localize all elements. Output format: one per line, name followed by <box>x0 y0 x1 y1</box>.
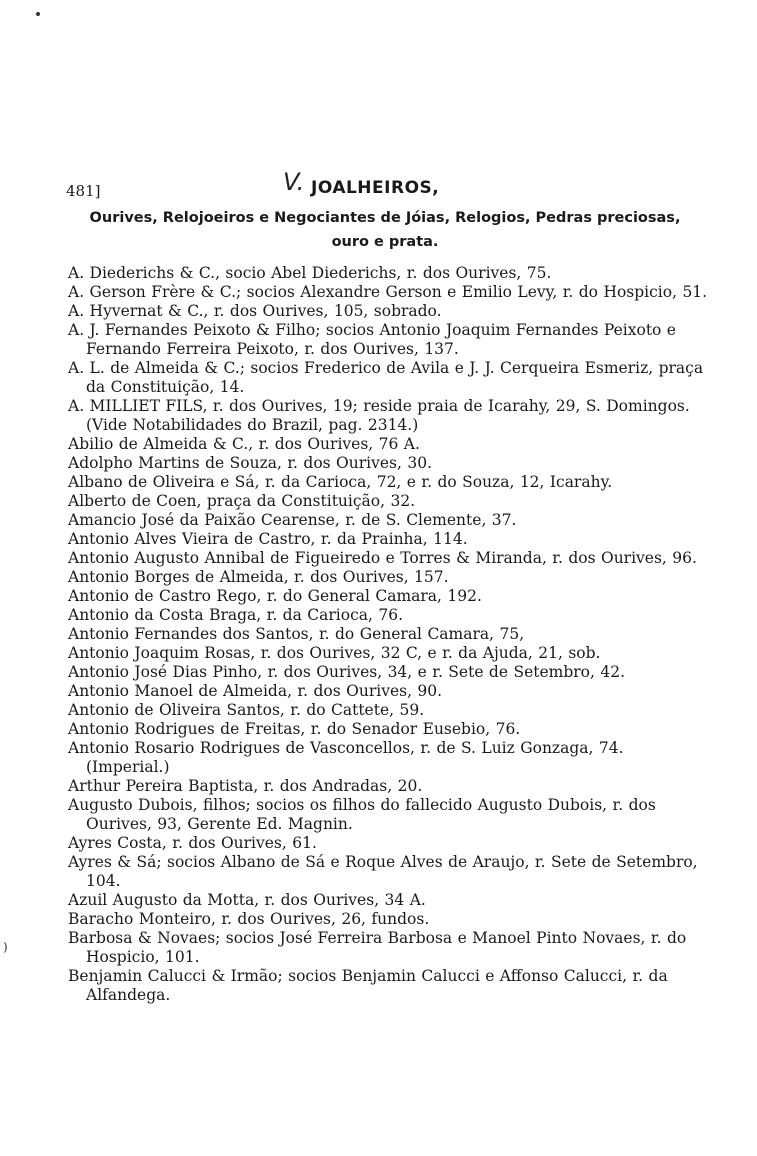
directory-entry: Adolpho Martins de Souza, r. dos Ourives, 30. <box>68 454 432 472</box>
section-title: JOALHEIROS, <box>311 178 440 198</box>
directory-entry: Arthur Pereira Baptista, r. dos Andradas, 20. <box>68 777 423 795</box>
directory-entry: Antonio Fernandes dos Santos, r. do General Camara, 75, <box>68 625 525 643</box>
page-speck <box>36 12 40 16</box>
directory-entry: A. Diederichs & C., socio Abel Diederichs, r. dos Ourives, 75. <box>68 264 552 282</box>
directory-entry: A. J. Fernandes Peixoto & Filho; socios Antonio Joaquim Fernandes Peixoto e Fernando Ferreira Peixoto, r. dos Ourives, 137. <box>68 321 676 358</box>
directory-entry: Albano de Oliveira e Sá, r. da Carioca, 72, e r. do Souza, 12, Icarahy. <box>68 473 613 491</box>
section-subtitle: Ourives, Relojoeiros e Negociantes de Jóias, Relogios, Pedras preciosas, ouro e prata. <box>89 210 681 250</box>
directory-entry: Antonio Rosario Rodrigues de Vasconcellos, r. de S. Luiz Gonzaga, 74. (Imperial.) <box>68 739 624 776</box>
page-header <box>66 168 706 202</box>
directory-entry: Antonio Rodrigues de Freitas, r. do Senador Eusebio, 76. <box>68 720 521 738</box>
directory-entry: Antonio da Costa Braga, r. da Carioca, 76. <box>68 606 404 624</box>
directory-entry: Baracho Monteiro, r. dos Ourives, 26, fundos. <box>68 910 430 928</box>
directory-entry: Ayres & Sá; socios Albano de Sá e Roque Alves de Araujo, r. Sete de Setembro, 104. <box>68 853 698 890</box>
directory-entry: Amancio José da Paixão Cearense, r. de S. Clemente, 37. <box>68 511 517 529</box>
handwritten-mark: V. <box>283 168 305 196</box>
directory-entry: Antonio de Castro Rego, r. do General Camara, 192. <box>68 587 482 605</box>
directory-list <box>68 264 708 1005</box>
directory-entry: Antonio Manoel de Almeida, r. dos Ourives, 90. <box>68 682 443 700</box>
page-number: 481] <box>66 182 101 200</box>
directory-entry: Antonio Borges de Almeida, r. dos Ourives, 157. <box>68 568 449 586</box>
directory-entry: A. L. de Almeida & C.; socios Frederico de Avila e J. J. Cerqueira Esmeriz, praça da Constituição, 14. <box>68 359 704 396</box>
directory-entry: Ayres Costa, r. dos Ourives, 61. <box>68 834 317 852</box>
directory-entry: A. MILLIET FILS, r. dos Ourives, 19; reside praia de Icarahy, 29, S. Domingos. (Vide Notabilidades do Brazil, pag. 2314.) <box>68 397 690 434</box>
directory-entry: Augusto Dubois, filhos; socios os filhos do fallecido Augusto Dubois, r. dos Ourives, 93, Gerente Ed. Magnin. <box>68 796 656 833</box>
directory-entry: A. Gerson Frère & C.; socios Alexandre Gerson e Emilio Levy, r. do Hospicio, 51. <box>68 283 708 301</box>
directory-entry: Antonio Augusto Annibal de Figueiredo e Torres & Miranda, r. dos Ourives, 96. <box>68 549 697 567</box>
directory-entry: Antonio Alves Vieira de Castro, r. da Prainha, 114. <box>68 530 468 548</box>
directory-entry: Barbosa & Novaes; socios José Ferreira Barbosa e Manoel Pinto Novaes, r. do Hospicio, 101. <box>68 929 687 966</box>
directory-entry: Azuil Augusto da Motta, r. dos Ourives, 34 A. <box>68 891 426 909</box>
directory-entry: Abilio de Almeida & C., r. dos Ourives, 76 A. <box>68 435 420 453</box>
directory-entry: A. Hyvernat & C., r. dos Ourives, 105, sobrado. <box>68 302 442 320</box>
margin-mark: ) <box>3 940 8 954</box>
directory-entry: Alberto de Coen, praça da Constituição, 32. <box>68 492 416 510</box>
directory-entry: Antonio José Dias Pinho, r. dos Ourives, 34, e r. Sete de Setembro, 42. <box>68 663 626 681</box>
directory-entry: Antonio Joaquim Rosas, r. dos Ourives, 32 C, e r. da Ajuda, 21, sob. <box>68 644 601 662</box>
directory-entry: Antonio de Oliveira Santos, r. do Cattete, 59. <box>68 701 425 719</box>
directory-entry: Benjamin Calucci & Irmão; socios Benjamin Calucci e Affonso Calucci, r. da Alfandega. <box>68 967 668 1004</box>
